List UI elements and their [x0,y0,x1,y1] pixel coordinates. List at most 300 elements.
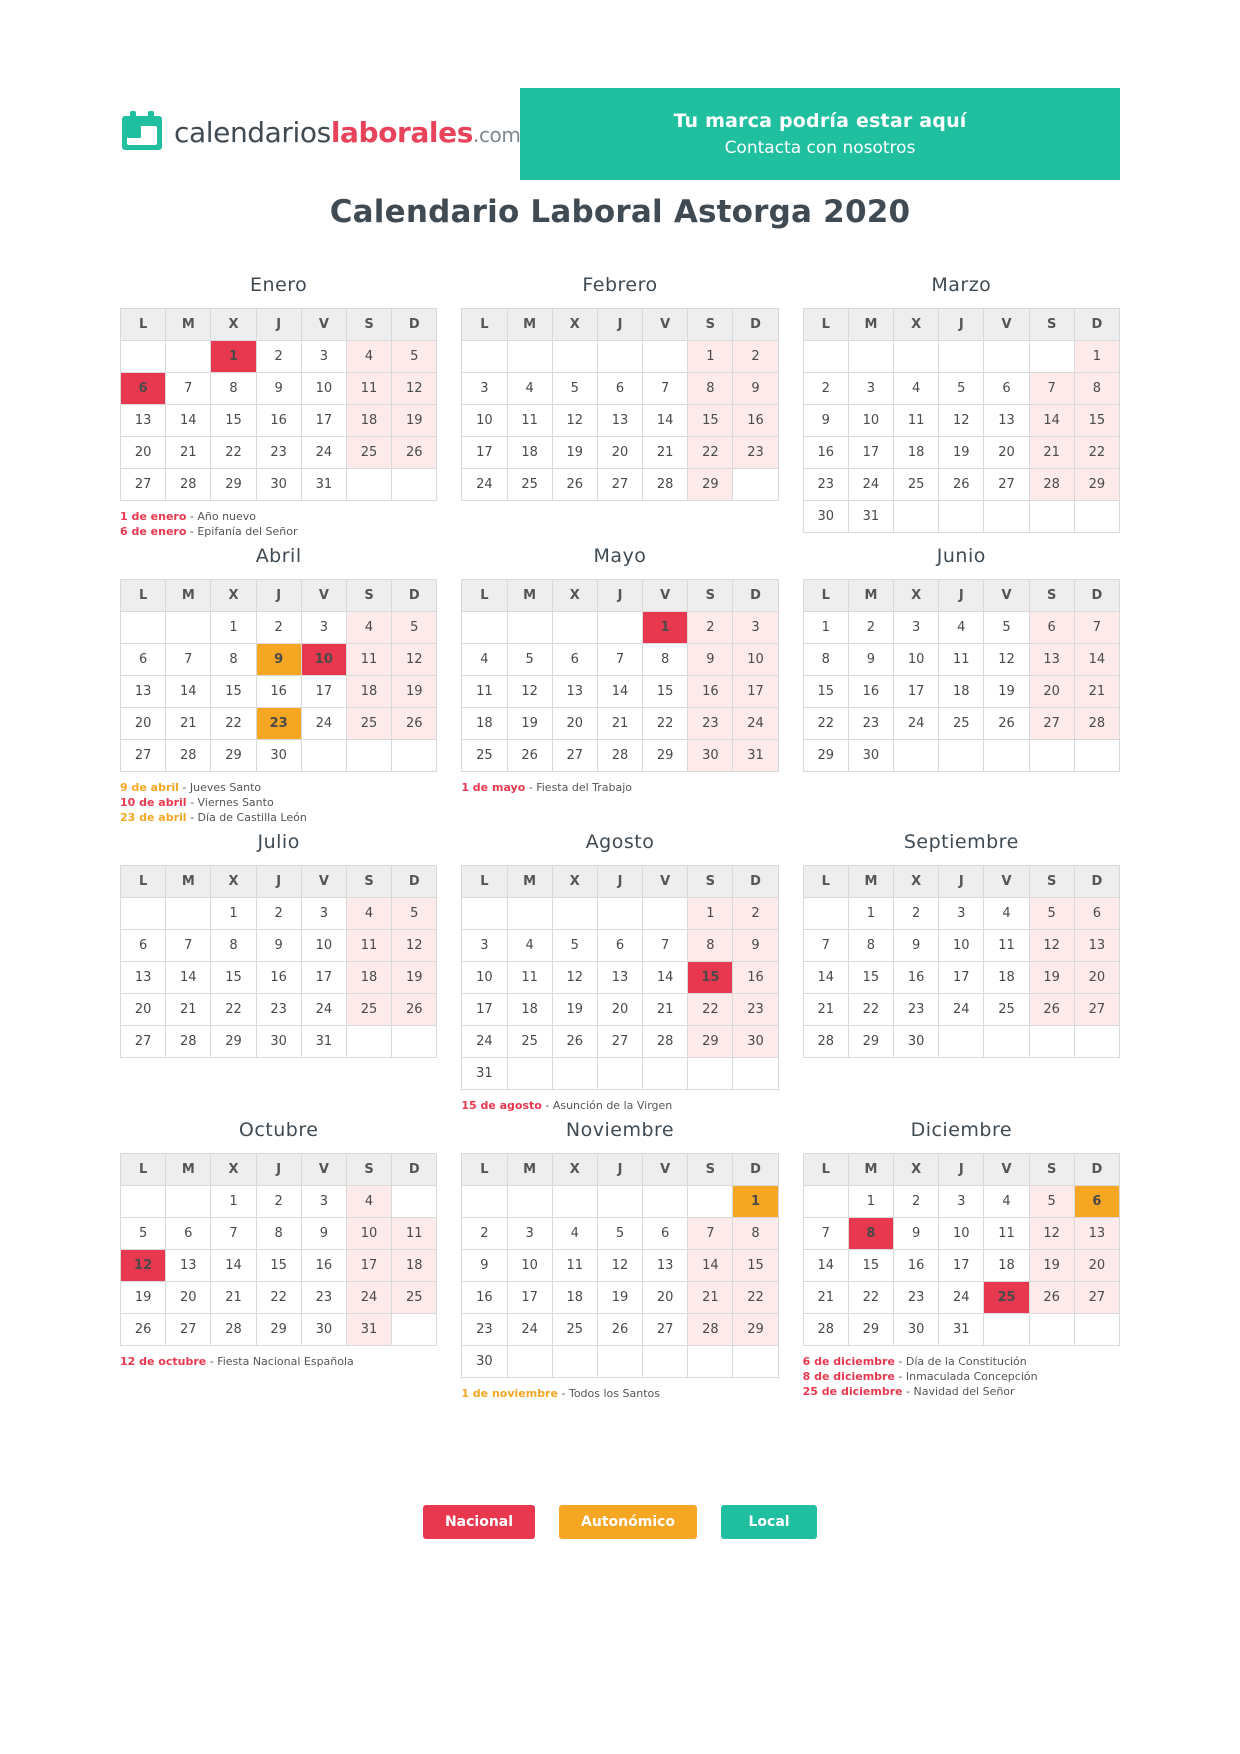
day-cell-empty [1029,341,1074,373]
day-cell: 12 [1029,930,1074,962]
day-cell: 26 [597,1314,642,1346]
day-cell-empty [803,898,848,930]
day-cell: 25 [894,469,939,501]
day-cell: 23 [848,708,893,740]
month-block [120,831,437,1119]
weekday-header: L [121,1154,166,1186]
weekday-header: M [848,309,893,341]
day-cell: 8 [643,644,688,676]
day-cell: 10 [301,930,346,962]
day-cell-empty [507,898,552,930]
day-cell: 1 [211,898,256,930]
day-cell-empty [597,341,642,373]
legend-chip-autonomico[interactable]: Autonómico [559,1505,697,1539]
day-cell-empty [984,1314,1029,1346]
week-row [121,1282,437,1314]
day-cell: 13 [1074,930,1119,962]
day-cell: 5 [597,1218,642,1250]
week-row [462,1026,778,1058]
day-cell: 18 [346,962,391,994]
day-cell: 24 [346,1282,391,1314]
weekday-header-row [803,580,1119,612]
day-cell: 16 [301,1250,346,1282]
day-cell: 27 [552,740,597,772]
week-row [803,930,1119,962]
holiday-note-text: - Epifanía del Señor [186,525,298,538]
day-cell: 11 [984,1218,1029,1250]
week-row [462,994,778,1026]
week-row [121,1186,437,1218]
day-cell-empty [392,469,437,501]
day-cell: 24 [733,708,778,740]
month-block [803,1119,1120,1407]
day-cell: 20 [984,437,1029,469]
day-cell: 1 [688,898,733,930]
day-cell: 18 [507,994,552,1026]
day-cell: 15 [256,1250,301,1282]
day-cell-empty [346,1026,391,1058]
day-cell: 5 [121,1218,166,1250]
weekday-header-row [462,1154,778,1186]
day-cell: 9 [301,1218,346,1250]
day-cell: 31 [301,1026,346,1058]
calendar-icon [120,110,164,154]
weekday-header: J [939,1154,984,1186]
day-cell: 17 [301,676,346,708]
day-cell-empty [507,1058,552,1090]
holiday-note-text: - Día de Castilla León [186,811,307,824]
day-cell: 27 [984,469,1029,501]
day-cell: 6 [1029,612,1074,644]
day-cell-empty [552,612,597,644]
week-row [462,437,778,469]
holiday-note [461,780,778,795]
day-cell: 18 [462,708,507,740]
day-cell: 26 [1029,1282,1074,1314]
month-name: Febrero [582,274,658,296]
day-cell: 10 [848,405,893,437]
weekday-header: V [643,1154,688,1186]
weekday-header: X [894,866,939,898]
weekday-header: L [462,1154,507,1186]
day-cell-empty [597,898,642,930]
day-cell: 14 [597,676,642,708]
week-row [121,437,437,469]
day-cell-empty [894,501,939,533]
weekday-header: J [597,580,642,612]
holiday-note [803,1354,1120,1369]
day-cell: 3 [301,898,346,930]
day-cell: 26 [507,740,552,772]
day-cell: 28 [803,1026,848,1058]
week-row [462,1282,778,1314]
weekday-header: V [984,866,1029,898]
day-cell: 11 [939,644,984,676]
holiday-note-date: 15 de agosto [461,1099,542,1112]
day-cell: 16 [688,676,733,708]
holiday-note-date: 1 de enero [120,510,187,523]
day-cell: 16 [894,962,939,994]
logo-text-part1: calendarios [174,115,331,149]
day-cell: 2 [462,1218,507,1250]
day-cell: 2 [894,1186,939,1218]
day-cell: 20 [121,708,166,740]
day-cell: 13 [597,405,642,437]
day-cell: 13 [166,1250,211,1282]
holiday-note-date: 25 de diciembre [802,1385,903,1398]
day-cell: 13 [984,405,1029,437]
weekday-header: V [301,309,346,341]
day-cell: 25 [552,1314,597,1346]
day-cell: 25 [939,708,984,740]
weekday-header: L [121,580,166,612]
day-cell-empty [939,740,984,772]
day-cell: 21 [597,708,642,740]
day-cell: 5 [939,373,984,405]
site-logo[interactable] [120,88,520,154]
day-cell-empty [597,612,642,644]
day-cell-empty [507,612,552,644]
weekday-header: D [733,580,778,612]
day-cell: 1 [803,612,848,644]
day-cell: 21 [803,994,848,1026]
weekday-header: L [803,1154,848,1186]
day-cell: 14 [166,962,211,994]
day-cell: 14 [643,962,688,994]
holiday-notes [120,1354,437,1369]
day-cell: 3 [939,898,984,930]
day-cell: 27 [166,1314,211,1346]
day-cell: 30 [733,1026,778,1058]
weekday-header: S [688,866,733,898]
month-name: Julio [257,831,300,853]
weekday-header: V [643,866,688,898]
weekday-header-row [803,866,1119,898]
day-cell: 13 [643,1250,688,1282]
weekday-header: D [392,866,437,898]
day-cell: 6 [121,930,166,962]
day-cell: 6 [597,930,642,962]
day-cell: 9 [462,1250,507,1282]
weekday-header: X [211,580,256,612]
weekday-header: S [346,1154,391,1186]
day-cell-holiday: 10 [301,644,346,676]
week-row [803,612,1119,644]
weekday-header: M [166,580,211,612]
month-name: Marzo [931,274,992,296]
day-cell: 17 [507,1282,552,1314]
weekday-header-row [462,309,778,341]
week-row [803,501,1119,533]
day-cell: 19 [552,994,597,1026]
day-cell-empty [392,1186,437,1218]
month-name: Mayo [593,545,647,567]
day-cell: 8 [211,644,256,676]
weekday-header: L [803,309,848,341]
day-cell: 1 [211,1186,256,1218]
legend-chip-nacional[interactable]: Nacional [423,1505,535,1539]
week-row [803,469,1119,501]
day-cell: 10 [462,962,507,994]
day-cell: 9 [688,644,733,676]
weekday-header: D [733,309,778,341]
day-cell-empty [552,1346,597,1378]
day-cell: 20 [121,994,166,1026]
month-name: Agosto [585,831,655,853]
day-cell: 29 [256,1314,301,1346]
weekday-header: J [256,1154,301,1186]
day-cell: 26 [121,1314,166,1346]
weekday-header: X [894,1154,939,1186]
weekday-header: J [256,866,301,898]
weekday-header: M [848,866,893,898]
day-cell: 12 [1029,1218,1074,1250]
day-cell-empty [939,501,984,533]
weekday-header-row [462,580,778,612]
day-cell: 21 [211,1282,256,1314]
day-cell: 18 [984,962,1029,994]
day-cell: 28 [166,1026,211,1058]
week-row [462,1186,778,1218]
day-cell: 29 [1074,469,1119,501]
day-cell-empty [597,1346,642,1378]
day-cell: 13 [1029,644,1074,676]
day-cell: 17 [301,962,346,994]
day-cell: 23 [256,437,301,469]
day-cell: 4 [939,612,984,644]
day-cell-empty [984,501,1029,533]
day-cell: 30 [256,1026,301,1058]
day-cell: 30 [301,1314,346,1346]
day-cell: 28 [643,1026,688,1058]
week-row [462,1314,778,1346]
day-cell: 28 [688,1314,733,1346]
day-cell: 16 [256,962,301,994]
holiday-note [120,780,437,795]
day-cell: 23 [894,994,939,1026]
day-cell: 4 [346,898,391,930]
week-row [462,1058,778,1090]
day-cell-empty [1074,501,1119,533]
month-table [803,308,1120,533]
day-cell: 9 [256,930,301,962]
day-cell: 24 [894,708,939,740]
day-cell-empty [462,898,507,930]
day-cell: 24 [939,1282,984,1314]
weekday-header: D [1074,309,1119,341]
month-table [461,579,778,772]
holiday-notes [120,780,437,825]
holiday-note-text: - Fiesta del Trabajo [525,781,633,794]
day-cell: 19 [1029,1250,1074,1282]
day-cell: 25 [507,1026,552,1058]
week-row [803,708,1119,740]
day-cell: 19 [392,405,437,437]
day-cell: 2 [256,341,301,373]
day-cell: 20 [597,994,642,1026]
week-row [121,1026,437,1058]
weekday-header: X [211,1154,256,1186]
day-cell: 2 [256,612,301,644]
week-row [803,1186,1119,1218]
day-cell-empty [392,1314,437,1346]
weekday-header-row [803,309,1119,341]
week-row [803,1218,1119,1250]
month-table [120,579,437,772]
week-row [462,676,778,708]
holiday-note-text: - Día de la Constitución [894,1355,1027,1368]
ad-banner-subline: Contacta con nosotros [724,138,916,158]
weekday-header: J [256,309,301,341]
day-cell: 2 [256,898,301,930]
day-cell: 27 [1074,1282,1119,1314]
day-cell: 17 [733,676,778,708]
legend-chip-local[interactable]: Local [721,1505,817,1539]
day-cell: 13 [597,962,642,994]
day-cell: 15 [688,405,733,437]
day-cell: 16 [462,1282,507,1314]
month-block [120,545,437,831]
day-cell: 22 [688,994,733,1026]
day-cell: 20 [1074,1250,1119,1282]
day-cell: 10 [939,930,984,962]
month-table [803,865,1120,1058]
week-row [121,341,437,373]
day-cell-empty [1029,1314,1074,1346]
day-cell: 24 [301,994,346,1026]
day-cell-empty [939,1026,984,1058]
holiday-note [803,1369,1120,1384]
day-cell: 6 [166,1218,211,1250]
week-row [462,644,778,676]
day-cell: 20 [552,708,597,740]
legend [0,1505,1240,1539]
holiday-notes [120,509,437,539]
day-cell: 8 [733,1218,778,1250]
day-cell: 1 [211,612,256,644]
day-cell: 10 [346,1218,391,1250]
day-cell: 14 [803,1250,848,1282]
day-cell-empty [894,740,939,772]
day-cell: 19 [507,708,552,740]
day-cell: 14 [643,405,688,437]
day-cell: 3 [939,1186,984,1218]
day-cell: 26 [392,708,437,740]
week-row [121,708,437,740]
day-cell: 29 [848,1314,893,1346]
month-block [461,545,778,831]
weekday-header: X [894,309,939,341]
day-cell: 20 [166,1282,211,1314]
holiday-note [120,509,437,524]
day-cell: 7 [688,1218,733,1250]
day-cell: 9 [803,405,848,437]
week-row [803,405,1119,437]
day-cell: 11 [894,405,939,437]
day-cell-empty [462,612,507,644]
month-block [120,274,437,545]
day-cell: 31 [301,469,346,501]
weekday-header-row [121,309,437,341]
day-cell-empty [166,341,211,373]
day-cell: 2 [803,373,848,405]
day-cell: 7 [643,930,688,962]
day-cell: 26 [552,1026,597,1058]
weekday-header: L [462,580,507,612]
day-cell: 21 [166,437,211,469]
day-cell: 19 [984,676,1029,708]
day-cell: 17 [939,1250,984,1282]
day-cell-empty [643,1346,688,1378]
day-cell: 31 [939,1314,984,1346]
day-cell: 28 [1074,708,1119,740]
day-cell: 17 [894,676,939,708]
day-cell: 3 [301,1186,346,1218]
day-cell: 13 [552,676,597,708]
day-cell: 23 [733,437,778,469]
day-cell-empty [848,341,893,373]
month-name: Abril [255,545,302,567]
day-cell: 5 [392,612,437,644]
day-cell: 3 [462,930,507,962]
holiday-note-text: - Navidad del Señor [902,1385,1015,1398]
weekday-header: M [166,1154,211,1186]
day-cell: 22 [211,708,256,740]
day-cell: 29 [643,740,688,772]
day-cell-empty [597,1186,642,1218]
day-cell: 20 [643,1282,688,1314]
day-cell: 17 [301,405,346,437]
day-cell: 17 [848,437,893,469]
ad-banner[interactable] [520,88,1120,180]
holiday-note-date: 23 de abril [120,811,187,824]
logo-text-part2: laborales [330,115,473,149]
day-cell: 18 [552,1282,597,1314]
day-cell: 2 [733,898,778,930]
day-cell: 9 [848,644,893,676]
day-cell: 9 [733,373,778,405]
day-cell: 30 [803,501,848,533]
day-cell: 30 [894,1026,939,1058]
day-cell: 29 [803,740,848,772]
day-cell: 15 [211,962,256,994]
holiday-note-date: 12 de octubre [120,1355,207,1368]
day-cell: 22 [643,708,688,740]
day-cell: 16 [803,437,848,469]
day-cell: 14 [803,962,848,994]
day-cell-empty [688,1186,733,1218]
day-cell: 28 [211,1314,256,1346]
day-cell: 14 [1074,644,1119,676]
day-cell: 18 [894,437,939,469]
day-cell-empty [1029,740,1074,772]
holiday-note [120,524,437,539]
day-cell: 6 [1074,898,1119,930]
holiday-note-text: - Inmaculada Concepción [894,1370,1038,1383]
day-cell: 30 [894,1314,939,1346]
day-cell: 4 [552,1218,597,1250]
day-cell: 16 [894,1250,939,1282]
day-cell: 27 [1029,708,1074,740]
month-block [461,274,778,545]
day-cell-empty [733,1346,778,1378]
day-cell-empty [507,1346,552,1378]
day-cell: 29 [688,1026,733,1058]
day-cell-empty [121,341,166,373]
day-cell-holiday: 23 [256,708,301,740]
week-row [121,994,437,1026]
day-cell: 19 [1029,962,1074,994]
